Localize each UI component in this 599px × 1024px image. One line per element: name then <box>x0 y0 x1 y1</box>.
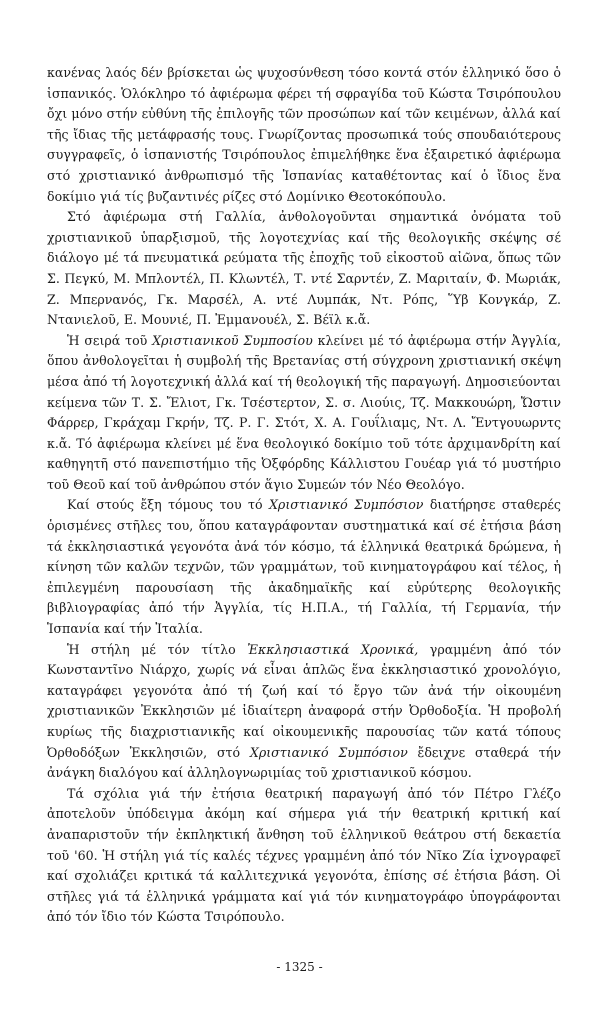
paragraph-text: κανένας λαός δέν βρίσκεται ὡς ψυχοσύνθεση τόσο κοντά στόν ἑλληνικό ὅσο ὁ ἱσπανικός. Ὁλόκληρο τό ἀφιέρωμα φέρει τή σφραγίδα τοῦ Κώστα Τσιρόπουλου ὄχι μόνο στήν εὐθύνη τῆς ἐπιλογῆς τῶν προσώπων καί τῶν κειμένων, ἀλλά καί τῆς ἴδιας τῆς μετάφρασής τους. Γνωρίζοντας προσωπικά τούς σπουδαιότερους συγγραφεῖς, ὁ ἱσπανιστής Τσιρόπουλος ἐπιμελήθηκε ἕνα ἐξαιρετικό ἀφιέρωμα στό χριστιανικό ἀνθρωπισμό τῆς Ἱσπανίας καταθέτοντας καί ὁ ἴδιος ἕνα δοκίμιο γιά τίς βυζαντινές ρίζες στό Δομίνικο Θεοτοκόπουλο. <box>47 65 561 204</box>
paragraph <box>47 784 561 928</box>
paragraph-text: Καί στούς ἔξη τόμους του τό <box>67 497 269 513</box>
paragraph-text: Στό ἀφιέρωμα στή Γαλλία, ἀνθολογοῦνται σημαντικά ὀνόματα τοῦ χριστιανικοῦ ὑπαρξισμοῦ, τῆς λογοτεχνίας καί τῆς θεολογικῆς σκέψης σέ διάλογο μέ τά πνευματικά ρεύματα τῆς ἐποχῆς τοῦ εἰκοστοῦ αἰῶνα, ὅπως τῶν Σ. Πεγκύ, Μ. Μπλοντέλ, Π. Κλωντέλ, Τ. ντέ Σαρντέν, Ζ. Μαριταίν, Φ. Μωριάκ, Ζ. Μπερνανός, Γκ. Μαρσέλ, Α. ντέ Λυμπάκ, Ντ. Ρόπς, Ὕβ Κονγκάρ, Ζ. Ντανιελοῦ, Ε. Μουνιέ, Π. Ἐμμανουέλ, Σ. Βέϊλ κ.ἄ. <box>47 209 561 328</box>
paragraph <box>47 207 561 331</box>
paragraph-text: γραμμένη ἀπό τόν Κωνσταντῖνο Νιάρχο, χωρίς νά εἶναι ἁπλῶς ἕνα ἐκκλησιαστικό χρονολόγιο, καταγράφει γεγονότα ἀπό τή ζωή καί τό ἔργο τῶν ἀνά τήν οἰκουμένη χριστιανικῶν Ἐκκλησιῶν μέ ἰδιαίτερη ἀναφορά στήν Ὀρθοδοξία. Ἡ προβολή κυρίως τῆς διαχριστιανικῆς καί οἰκουμενικῆς παρουσίας τῶν κατά τόπους Ὀρθοδόξων Ἐκκλησιῶν, στό <box>47 641 562 760</box>
italic-title: Χριστιανικό Συμπόσιον <box>268 497 424 513</box>
paragraph-text: διατήρησε σταθερές ὁρισμένες στῆλες του, ὅπου καταγράφονταν συστηματικά καί σέ ἐτήσια βάση τά ἐκκλησιαστικά γεγονότα ἀνά τόν κόσμο, τά ἑλληνικά θεατρικά δρώμενα, ἡ κίνηση τῶν καλῶν τεχνῶν, τῶν γραμμάτων, τοῦ κινηματογράφου καί τέλος, ἡ ἐπιλεγμένη παρουσίαση τῆς ἀκαδημαϊκῆς καί εὐρύτερης θεολογικῆς βιβλιογραφίας ἀπό τήν Ἀγγλία, τίς Η.Π.Α., τή Γαλλία, τή Γερμανία, τήν Ἱσπανία καί τήν Ἰταλία. <box>47 497 561 637</box>
document-body <box>47 63 561 928</box>
italic-title: Ἐκκλησιαστικά Χρονικά, <box>247 641 419 657</box>
paragraph-text: Τά σχόλια γιά τήν ἐτήσια θεατρική παραγωγή ἀπό τόν Πέτρο Γλέζο ἀποτελοῦν ὑπόδειγμα ἀκόμη καί σήμερα γιά τήν θεατρική κριτική καί ἀναπαριστοῦν τήν ἐκπληκτική ἄνθηση τοῦ ἑλληνικοῦ θεάτρου στή δεκαετία τοῦ '60. Ἡ στήλη γιά τίς καλές τέχνες γραμμένη ἀπό τόν Νῖκο Ζία ἰχνογραφεῖ καί σχολιάζει κριτικά τά καλλιτεχνικά γεγονότα, ἐπίσης σέ ἐτήσια βάση. Οἱ στῆλες γιά τά ἑλληνικά γράμματα καί γιά τόν κινηματογράφο ὑπογράφονται ἀπό τόν ἴδιο τόν Κώστα Τσιρόπουλο. <box>47 785 561 925</box>
paragraph-text: ἔδειχνε σταθερά τήν ἀνάγκη διαλόγου καί ἀλληλογνωριμίας τοῦ χριστιανικοῦ κόσμου. <box>47 744 561 781</box>
paragraph <box>47 640 561 784</box>
paragraph <box>47 63 561 207</box>
paragraph-text: κλείνει μέ τό ἀφιέρωμα στήν Ἀγγλία, ὅπου ἀνθολογεῖται ἡ συμβολή τῆς Βρετανίας στή σύγχρονη χριστιανική σκέψη μέσα ἀπό τή λογοτεχνική ἀλλά καί τή θεολογική τῆς παραγωγή. Δημοσιεύονται κείμενα τῶν Τ. Σ. Ἔλιοτ, Γκ. Τσέστερτον, Σ. σ. Λιούις, Τζ. Μακκουώρη, Ὤστιν Φάρρερ, Γκράχαμ Γκρήν, Τζ. Ρ. Γ. Στότ, Χ. Α. Γουΐλιαμς, Ντ. Λ. Ἔντγουωρντς κ.ἄ. Τό ἀφιέρωμα κλείνει μέ ἕνα θεολογικό δοκίμιο τοῦ τότε ἀρχιμανδρίτη καί καθηγητῆ στό πανεπιστήμιο τῆς Ὀξφόρδης Κάλλιστου Γουέαρ γιά τό μυστήριο τοῦ Θεοῦ καί τοῦ ἀνθρώπου στόν ἅγιο Συμεών τόν Νέο Θεολόγο. <box>47 332 561 492</box>
paragraph <box>47 495 561 639</box>
paragraph-text: Ἡ στήλη μέ τόν τίτλο <box>67 641 248 657</box>
italic-title: Χριστιανικό Συμπόσιον <box>249 744 408 760</box>
page-number: - 1325 - <box>276 960 323 974</box>
paragraph-text: Ἡ σειρά τοῦ <box>67 332 153 348</box>
paragraph <box>47 331 561 496</box>
italic-title: Χριστιανικοῦ Συμποσίου <box>152 332 313 348</box>
